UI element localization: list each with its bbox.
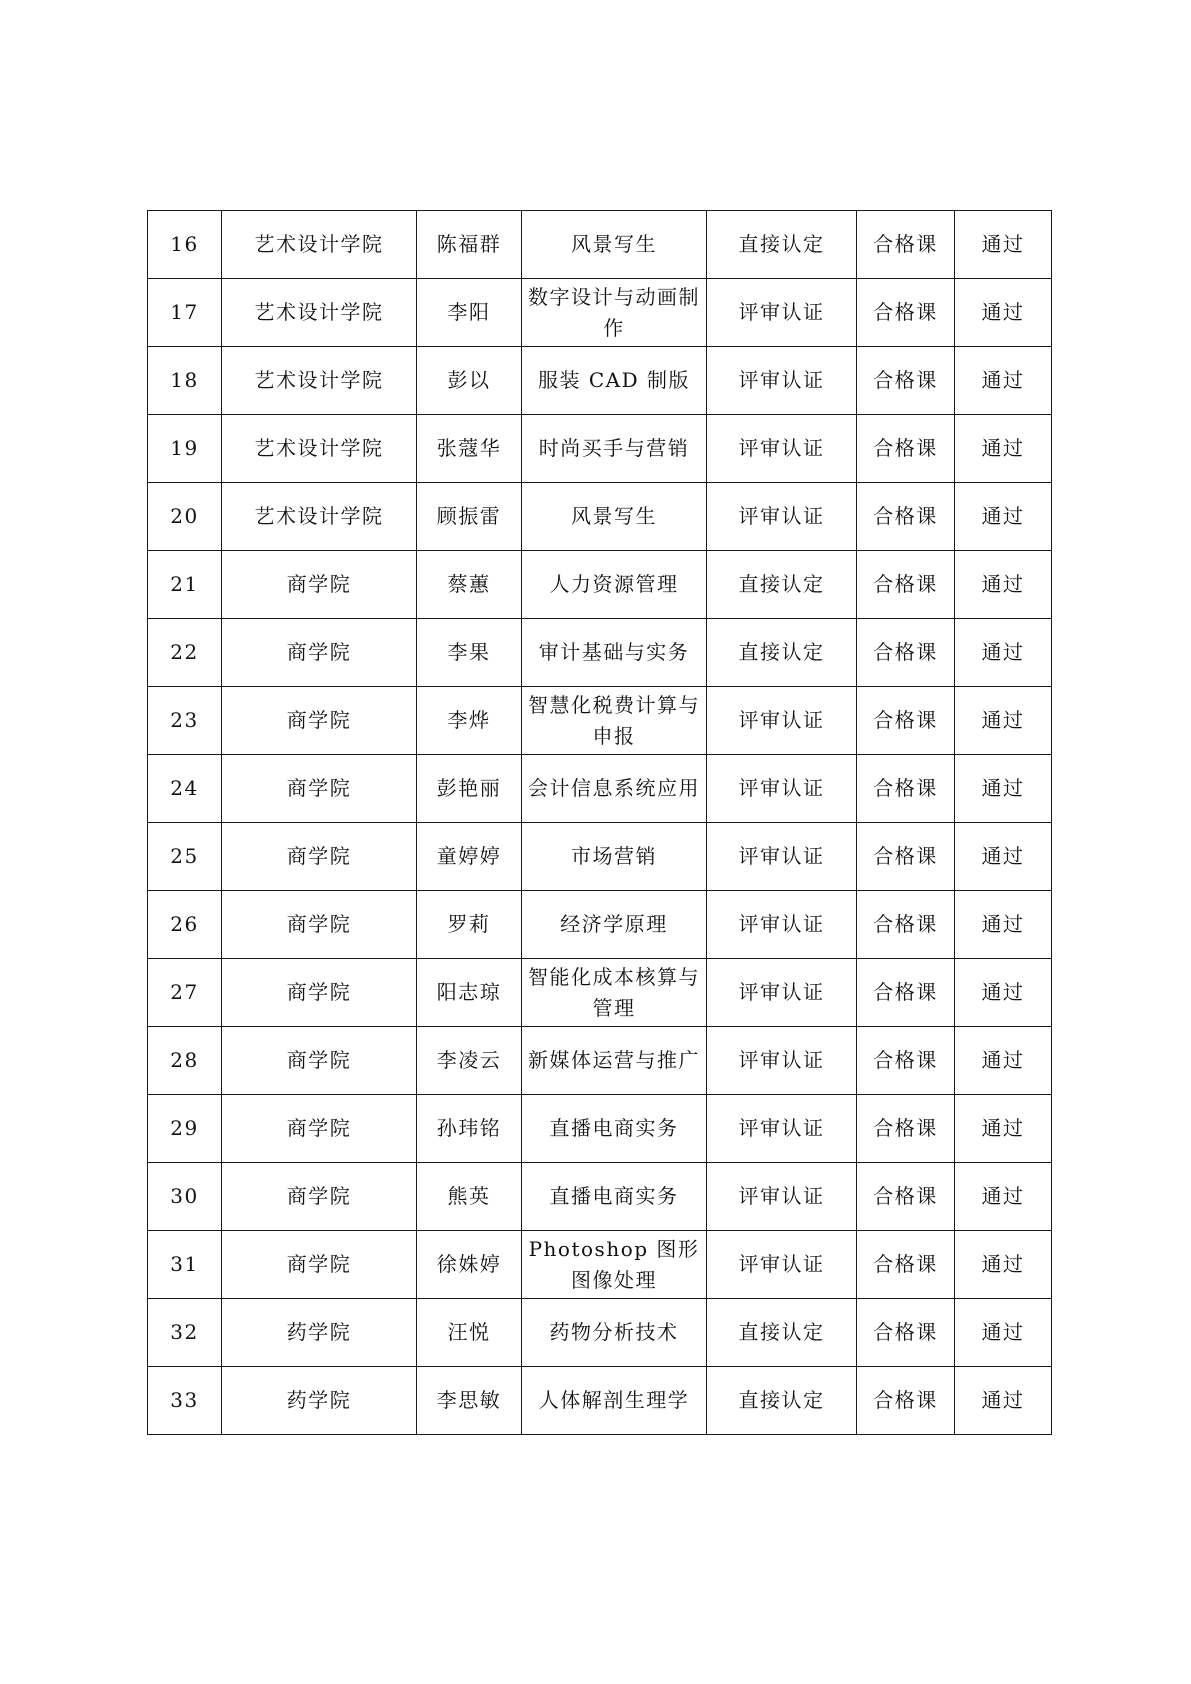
cell-number: 22 [148,619,222,687]
cell-method: 评审认证 [707,347,857,415]
cell-category: 合格课 [857,891,955,959]
table-row [148,823,1052,891]
cell-method: 直接认定 [707,1367,857,1435]
table-row [148,1095,1052,1163]
cell-method: 评审认证 [707,823,857,891]
cell-course: 人力资源管理 [522,551,707,619]
cell-category: 合格课 [857,483,955,551]
cell-method: 评审认证 [707,755,857,823]
cell-category: 合格课 [857,1231,955,1299]
cell-result: 通过 [955,823,1052,891]
table-row [148,891,1052,959]
cell-number: 28 [148,1027,222,1095]
table-row [148,1367,1052,1435]
cell-result: 通过 [955,891,1052,959]
cell-teacher: 张蔻华 [417,415,522,483]
cell-category: 合格课 [857,1299,955,1367]
cell-method: 评审认证 [707,687,857,755]
cell-method: 评审认证 [707,279,857,347]
cell-teacher: 顾振雷 [417,483,522,551]
table-row [148,755,1052,823]
cell-category: 合格课 [857,279,955,347]
cell-course: 经济学原理 [522,891,707,959]
cell-result: 通过 [955,483,1052,551]
cell-number: 23 [148,687,222,755]
cell-teacher: 罗莉 [417,891,522,959]
cell-result: 通过 [955,347,1052,415]
cell-category: 合格课 [857,959,955,1027]
cell-teacher: 童婷婷 [417,823,522,891]
cell-result: 通过 [955,959,1052,1027]
cell-teacher: 熊英 [417,1163,522,1231]
cell-category: 合格课 [857,619,955,687]
table-row [148,1299,1052,1367]
table-row [148,347,1052,415]
cell-teacher: 汪悦 [417,1299,522,1367]
cell-number: 29 [148,1095,222,1163]
cell-number: 24 [148,755,222,823]
table-row [148,279,1052,347]
cell-result: 通过 [955,211,1052,279]
cell-result: 通过 [955,1095,1052,1163]
cell-college: 艺术设计学院 [222,279,417,347]
cell-teacher: 陈福群 [417,211,522,279]
cell-method: 评审认证 [707,1231,857,1299]
cell-result: 通过 [955,551,1052,619]
cell-result: 通过 [955,1163,1052,1231]
cell-college: 艺术设计学院 [222,483,417,551]
cell-number: 17 [148,279,222,347]
cell-college: 艺术设计学院 [222,415,417,483]
cell-college: 商学院 [222,619,417,687]
cell-college: 艺术设计学院 [222,211,417,279]
cell-college: 商学院 [222,755,417,823]
table-row [148,619,1052,687]
cell-category: 合格课 [857,1027,955,1095]
cell-college: 商学院 [222,1095,417,1163]
cell-result: 通过 [955,755,1052,823]
cell-teacher: 彭以 [417,347,522,415]
table-row [148,415,1052,483]
table-row [148,211,1052,279]
cell-teacher: 李阳 [417,279,522,347]
cell-number: 27 [148,959,222,1027]
cell-teacher: 阳志琼 [417,959,522,1027]
cell-category: 合格课 [857,823,955,891]
cell-teacher: 彭艳丽 [417,755,522,823]
table-row [148,687,1052,755]
cell-course: 审计基础与实务 [522,619,707,687]
cell-method: 直接认定 [707,211,857,279]
cell-method: 评审认证 [707,891,857,959]
cell-number: 26 [148,891,222,959]
cell-teacher: 孙玮铭 [417,1095,522,1163]
cell-course: 服装 CAD 制版 [522,347,707,415]
cell-teacher: 李烨 [417,687,522,755]
cell-teacher: 李凌云 [417,1027,522,1095]
course-certification-table [147,210,1052,1435]
cell-number: 19 [148,415,222,483]
cell-college: 商学院 [222,891,417,959]
cell-teacher: 徐姝婷 [417,1231,522,1299]
cell-method: 评审认证 [707,483,857,551]
cell-number: 18 [148,347,222,415]
cell-number: 20 [148,483,222,551]
cell-category: 合格课 [857,1095,955,1163]
cell-course: 直播电商实务 [522,1095,707,1163]
cell-method: 评审认证 [707,1163,857,1231]
cell-teacher: 蔡蕙 [417,551,522,619]
cell-method: 直接认定 [707,1299,857,1367]
cell-result: 通过 [955,687,1052,755]
cell-category: 合格课 [857,687,955,755]
cell-course: 会计信息系统应用 [522,755,707,823]
cell-course: 智慧化税费计算与申报 [522,687,707,755]
cell-result: 通过 [955,279,1052,347]
table-row [148,1027,1052,1095]
cell-college: 药学院 [222,1367,417,1435]
cell-course: 风景写生 [522,211,707,279]
cell-category: 合格课 [857,755,955,823]
cell-method: 评审认证 [707,959,857,1027]
cell-number: 31 [148,1231,222,1299]
cell-course: 市场营销 [522,823,707,891]
cell-number: 32 [148,1299,222,1367]
cell-college: 商学院 [222,1163,417,1231]
table-row [148,959,1052,1027]
cell-category: 合格课 [857,347,955,415]
cell-course: 时尚买手与营销 [522,415,707,483]
cell-course: 药物分析技术 [522,1299,707,1367]
cell-course: 直播电商实务 [522,1163,707,1231]
cell-number: 21 [148,551,222,619]
cell-course: 人体解剖生理学 [522,1367,707,1435]
cell-method: 评审认证 [707,1027,857,1095]
cell-category: 合格课 [857,1163,955,1231]
cell-college: 商学院 [222,823,417,891]
table-body [148,211,1052,1435]
cell-number: 30 [148,1163,222,1231]
cell-method: 评审认证 [707,1095,857,1163]
cell-college: 艺术设计学院 [222,347,417,415]
cell-method: 直接认定 [707,551,857,619]
cell-number: 33 [148,1367,222,1435]
cell-course: 风景写生 [522,483,707,551]
cell-college: 商学院 [222,551,417,619]
cell-method: 评审认证 [707,415,857,483]
cell-course: Photoshop 图形图像处理 [522,1231,707,1299]
cell-category: 合格课 [857,211,955,279]
cell-course: 数字设计与动画制作 [522,279,707,347]
cell-result: 通过 [955,1299,1052,1367]
cell-college: 商学院 [222,687,417,755]
cell-category: 合格课 [857,415,955,483]
cell-teacher: 李思敏 [417,1367,522,1435]
cell-result: 通过 [955,1367,1052,1435]
cell-result: 通过 [955,1027,1052,1095]
cell-college: 商学院 [222,1027,417,1095]
cell-result: 通过 [955,619,1052,687]
table-row [148,483,1052,551]
cell-teacher: 李果 [417,619,522,687]
cell-course: 智能化成本核算与管理 [522,959,707,1027]
cell-number: 16 [148,211,222,279]
cell-course: 新媒体运营与推广 [522,1027,707,1095]
cell-method: 直接认定 [707,619,857,687]
cell-category: 合格课 [857,551,955,619]
cell-number: 25 [148,823,222,891]
cell-college: 药学院 [222,1299,417,1367]
table-row [148,551,1052,619]
cell-result: 通过 [955,1231,1052,1299]
cell-college: 商学院 [222,1231,417,1299]
cell-college: 商学院 [222,959,417,1027]
cell-category: 合格课 [857,1367,955,1435]
table-row [148,1231,1052,1299]
cell-result: 通过 [955,415,1052,483]
table-row [148,1163,1052,1231]
